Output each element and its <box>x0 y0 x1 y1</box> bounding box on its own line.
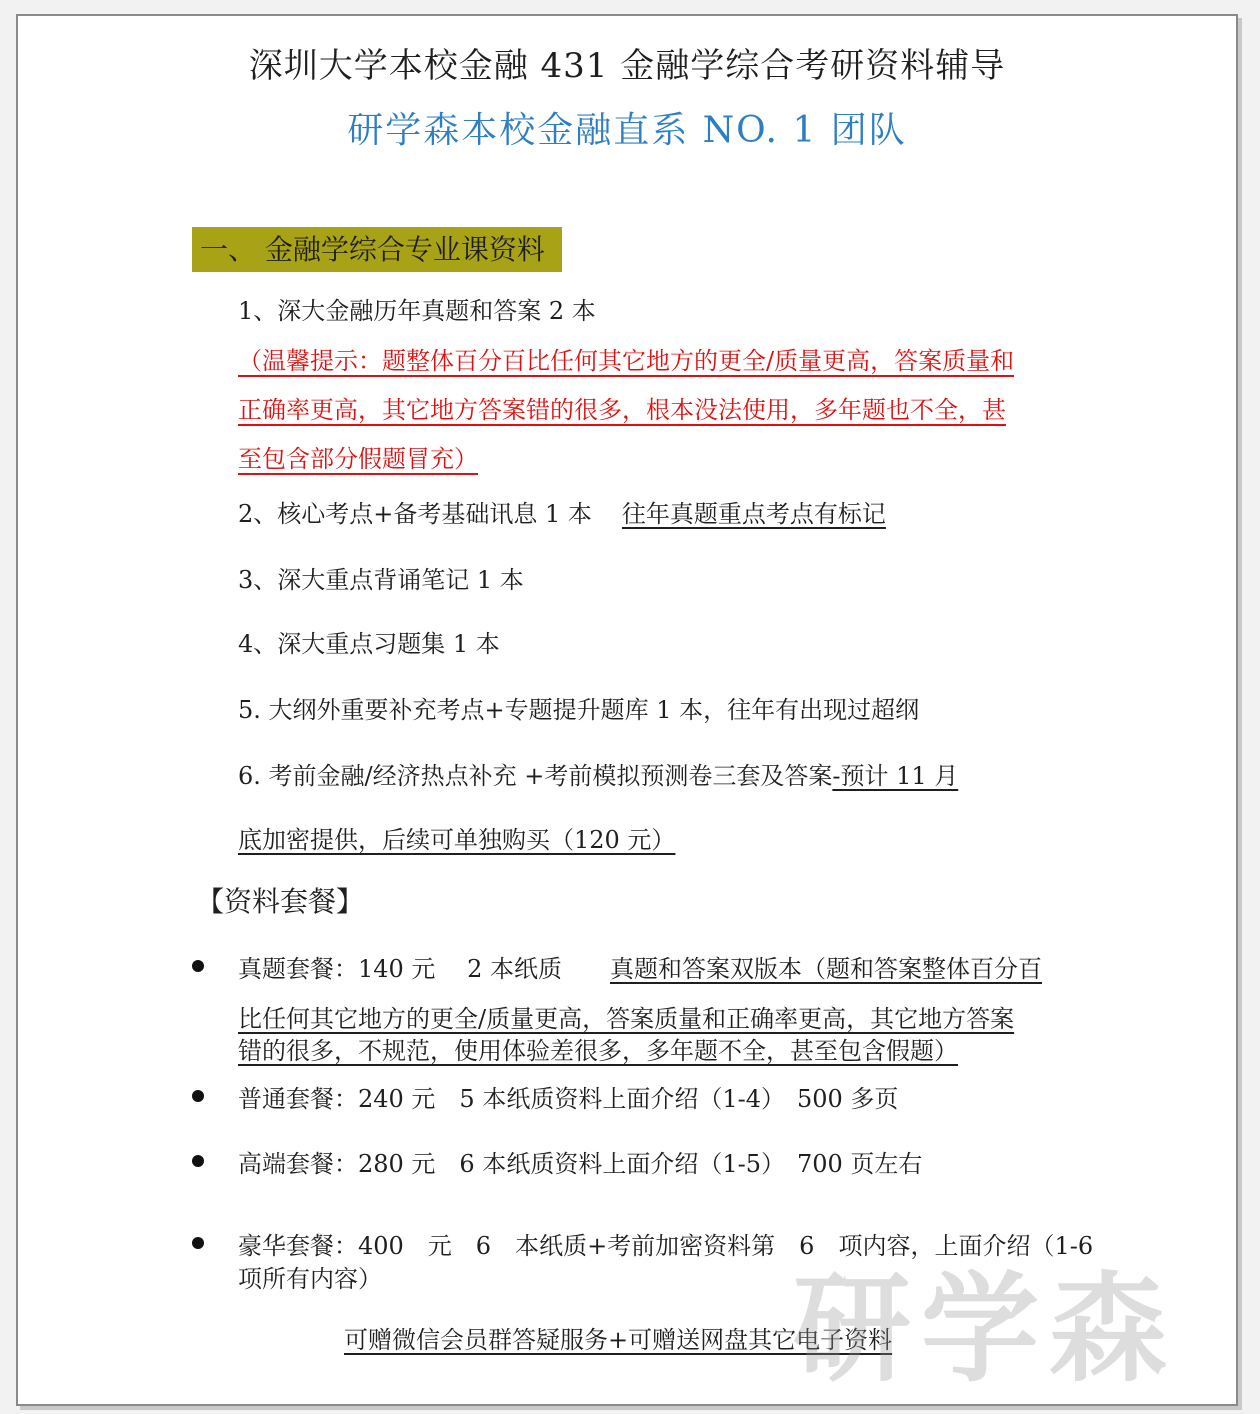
bullet-icon <box>192 1155 204 1167</box>
list-item-2-extra: 往年真题重点考点有标记 <box>621 500 886 528</box>
bullet-icon <box>192 1237 204 1249</box>
list-item-4: 4、深大重点习题集 1 本 <box>238 630 500 658</box>
package-1-desc-line-3: 错的很多，不规范，使用体验差很多，多年题不全，甚至包含假题） <box>238 1037 958 1065</box>
package-2: 普通套餐：240 元 5 本纸质资料上面介绍（1-4） 500 多页 <box>238 1085 899 1113</box>
list-item-2 <box>238 494 886 529</box>
list-item-1: 1、深大金融历年真题和答案 2 本 <box>238 297 596 325</box>
list-item-6 <box>238 756 958 791</box>
list-item-6-text: 6. 考前金融/经济热点补充 +考前模拟预测卷三套及答案 <box>238 762 833 790</box>
list-item-6-date: -预计 11 月 <box>832 762 959 790</box>
package-4-line-2: 项所有内容） <box>238 1265 382 1293</box>
package-3: 高端套餐：280 元 6 本纸质资料上面介绍（1-5） 700 页左右 <box>238 1150 923 1178</box>
package-4: 豪华套餐：400 元 6 本纸质+考前加密资料第 6 项内容，上面介绍（1-6 <box>238 1232 1094 1260</box>
warning-note-line-1: （温馨提示：题整体百分百比任何其它地方的更全/质量更高，答案质量和 <box>238 347 1015 375</box>
bullet-icon <box>192 1090 204 1102</box>
package-1 <box>238 949 1042 984</box>
list-item-5: 5. 大纲外重要补充考点+专题提升题库 1 本，往年有出现过超纲 <box>238 696 920 724</box>
packages-heading: 【资料套餐】 <box>196 885 365 918</box>
page-title: 深圳大学本校金融 431 金融学综合考研资料辅导 <box>248 46 1006 86</box>
document-page <box>16 14 1238 1406</box>
list-item-3: 3、深大重点背诵笔记 1 本 <box>238 566 524 594</box>
list-item-6-continued: 底加密提供，后续可单独购买（120 元） <box>238 826 676 854</box>
watermark: 研学森 <box>793 1260 1178 1398</box>
page-subtitle: 研学森本校金融直系 NO. 1 团队 <box>347 110 907 151</box>
package-1-price: 真题套餐：140 元 2 本纸质 <box>238 955 562 983</box>
footer-note: 可赠微信会员群答疑服务+可赠送网盘其它电子资料 <box>344 1326 893 1354</box>
package-1-desc: 真题和答案双版本（题和答案整体百分百 <box>609 955 1042 983</box>
section-heading-highlight: 一、 金融学综合专业课资料 <box>192 227 562 272</box>
package-1-desc-line-2: 比任何其它地方的更全/质量更高，答案质量和正确率更高，其它地方答案 <box>238 1005 1015 1033</box>
warning-note-line-2: 正确率更高，其它地方答案错的很多，根本没法使用，多年题也不全，甚 <box>238 396 1006 424</box>
warning-note-line-3: 至包含部分假题冒充） <box>238 445 478 473</box>
bullet-icon <box>192 960 204 972</box>
list-item-2-text: 2、核心考点+备考基础讯息 1 本 <box>238 500 592 528</box>
